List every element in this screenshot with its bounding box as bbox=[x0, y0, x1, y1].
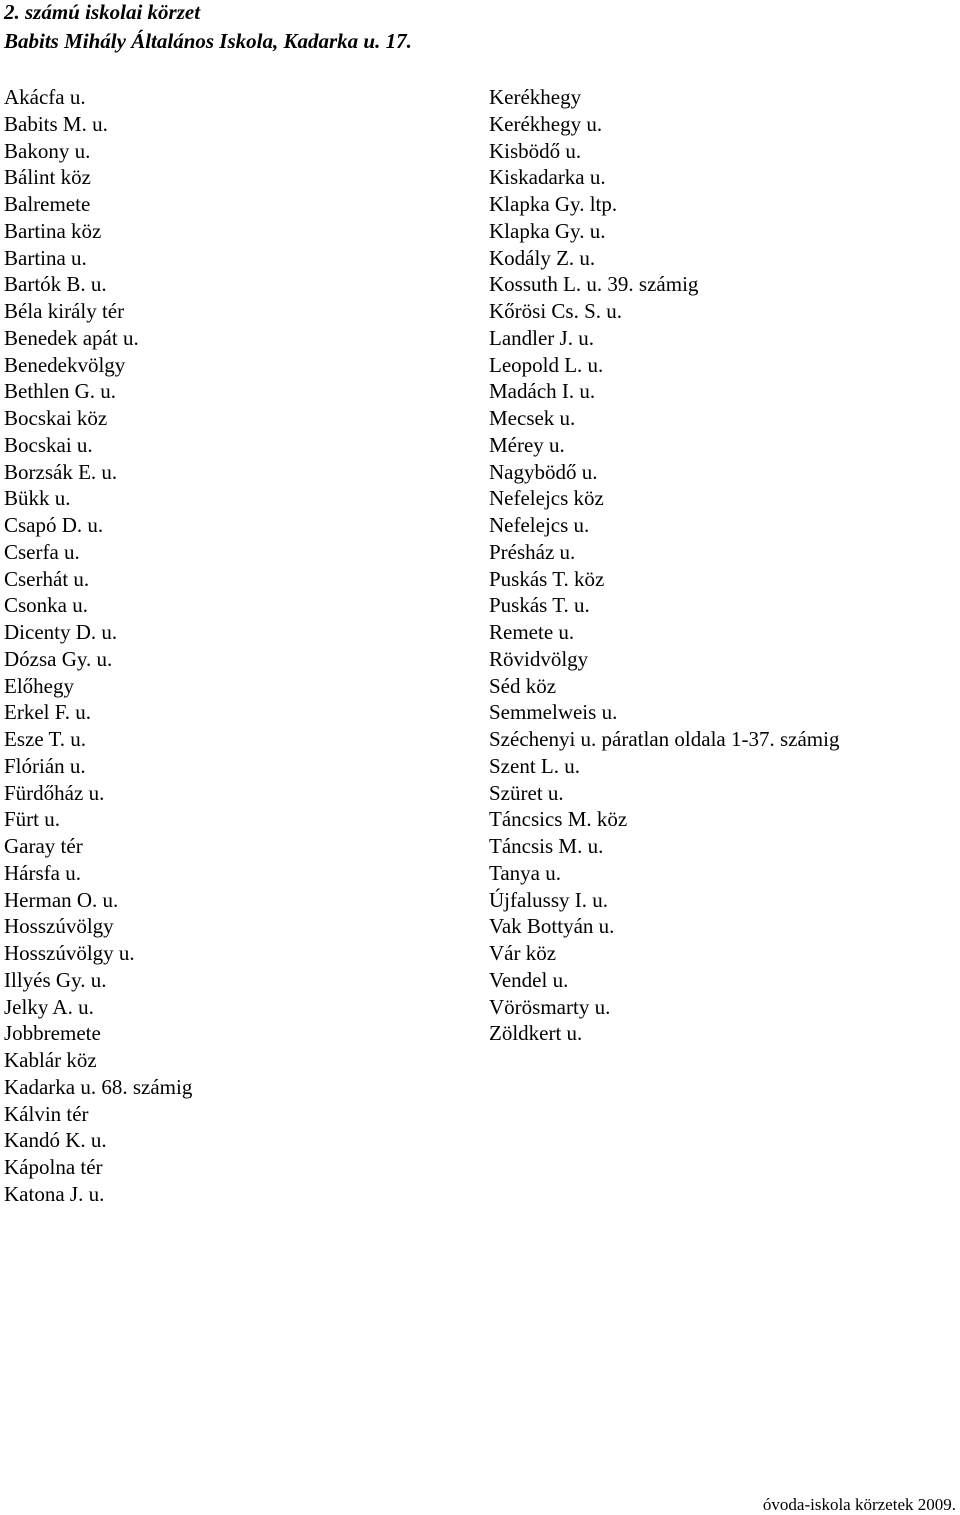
street-item: Szüret u. bbox=[489, 780, 564, 805]
street-item: Herman O. u. bbox=[4, 887, 119, 912]
street-item: Bakony u. bbox=[4, 138, 91, 163]
street-item: Cserhát u. bbox=[4, 566, 90, 591]
street-item: Présház u. bbox=[489, 539, 576, 564]
street-item: Csonka u. bbox=[4, 593, 88, 618]
street-item: Béla király tér bbox=[4, 299, 125, 323]
street-item: Madách I. u. bbox=[489, 379, 596, 404]
street-item: Bartina u. bbox=[4, 245, 87, 270]
street-item: Táncsis M. u. bbox=[489, 834, 604, 858]
street-item: Benedek apát u. bbox=[4, 325, 139, 350]
street-item: Hársfa u. bbox=[4, 860, 81, 885]
street-item: Kisbödő u. bbox=[489, 138, 582, 163]
street-item: Vendel u. bbox=[489, 967, 569, 992]
page-footer: óvoda-iskola körzetek 2009. bbox=[762, 1495, 956, 1514]
street-item: Semmelweis u. bbox=[489, 700, 618, 725]
street-list-left bbox=[4, 84, 192, 1208]
street-item: Hosszúvölgy u. bbox=[4, 941, 135, 965]
street-item: Dózsa Gy. u. bbox=[4, 646, 113, 671]
street-item: Fürt u. bbox=[4, 807, 61, 832]
street-item: Táncsics M. köz bbox=[489, 807, 628, 832]
street-item: Újfalussy I. u. bbox=[489, 887, 608, 912]
street-item: Zöldkert u. bbox=[489, 1021, 583, 1046]
street-item: Nagybödő u. bbox=[489, 459, 598, 484]
street-item: Dicenty D. u. bbox=[4, 620, 118, 644]
street-item: Jobbremete bbox=[4, 1021, 101, 1046]
street-item: Balremete bbox=[4, 192, 91, 216]
street-item: Mecsek u. bbox=[489, 406, 576, 430]
street-item: Leopold L. u. bbox=[489, 352, 604, 377]
street-item: Klapka Gy. ltp. bbox=[489, 192, 618, 216]
street-item: Kálvin tér bbox=[4, 1101, 89, 1126]
street-item: Bükk u. bbox=[4, 486, 71, 511]
street-item: Nefelejcs u. bbox=[489, 513, 590, 537]
street-item: Szent L. u. bbox=[489, 753, 580, 778]
street-item: Katona J. u. bbox=[4, 1181, 105, 1206]
street-item: Kadarka u. 68. számig bbox=[4, 1074, 193, 1099]
street-item: Kiskadarka u. bbox=[489, 165, 606, 190]
street-item: Bethlen G. u. bbox=[4, 379, 116, 404]
street-item: Erkel F. u. bbox=[4, 700, 91, 725]
street-item: Bocskai köz bbox=[4, 406, 108, 430]
street-item: Flórián u. bbox=[4, 753, 86, 778]
street-item: Fürdőház u. bbox=[4, 780, 105, 805]
street-item: Bálint köz bbox=[4, 165, 91, 190]
street-item: Remete u. bbox=[489, 620, 575, 644]
street-item: Bartók B. u. bbox=[4, 272, 107, 297]
street-item: Rövidvölgy bbox=[489, 646, 589, 671]
street-item: Landler J. u. bbox=[489, 325, 594, 350]
district-title: 2. számú iskolai körzet bbox=[4, 0, 201, 24]
street-list-right bbox=[489, 84, 839, 1047]
street-item: Kablár köz bbox=[4, 1048, 97, 1072]
street-item: Akácfa u. bbox=[4, 85, 86, 109]
street-item: Kerékhegy bbox=[489, 85, 582, 109]
street-item: Vörösmarty u. bbox=[489, 994, 611, 1019]
street-item: Tanya u. bbox=[489, 860, 562, 885]
street-item: Kodály Z. u. bbox=[489, 245, 596, 270]
street-item: Babits M. u. bbox=[4, 111, 108, 136]
street-item: Puskás T. u. bbox=[489, 593, 590, 618]
street-item: Vak Bottyán u. bbox=[489, 914, 615, 939]
street-item: Kőrösi Cs. S. u. bbox=[489, 299, 623, 323]
street-item: Bocskai u. bbox=[4, 432, 93, 457]
school-title: Babits Mihály Általános Iskola, Kadarka u. 17. bbox=[4, 29, 412, 53]
street-item: Kossuth L. u. 39. számig bbox=[489, 272, 699, 297]
street-item: Bartina köz bbox=[4, 218, 102, 243]
street-item: Illyés Gy. u. bbox=[4, 967, 107, 992]
street-item: Séd köz bbox=[489, 673, 557, 698]
street-item: Mérey u. bbox=[489, 432, 565, 457]
street-item: Széchenyi u. páratlan oldala 1-37. számig bbox=[489, 727, 840, 751]
street-item: Klapka Gy. u. bbox=[489, 218, 606, 243]
street-item: Esze T. u. bbox=[4, 727, 87, 751]
street-item: Kápolna tér bbox=[4, 1155, 103, 1179]
street-item: Borzsák E. u. bbox=[4, 459, 118, 484]
street-item: Puskás T. köz bbox=[489, 566, 605, 591]
street-item: Kandó K. u. bbox=[4, 1128, 107, 1153]
street-item: Benedekvölgy bbox=[4, 352, 126, 377]
street-item: Jelky A. u. bbox=[4, 994, 94, 1019]
street-item: Csapó D. u. bbox=[4, 513, 104, 537]
street-item: Kerékhegy u. bbox=[489, 111, 603, 136]
street-item: Garay tér bbox=[4, 834, 83, 858]
street-item: Előhegy bbox=[4, 673, 74, 698]
street-item: Vár köz bbox=[489, 941, 557, 965]
street-item: Nefelejcs köz bbox=[489, 486, 604, 511]
street-item: Hosszúvölgy bbox=[4, 914, 114, 939]
street-item: Cserfa u. bbox=[4, 539, 80, 564]
